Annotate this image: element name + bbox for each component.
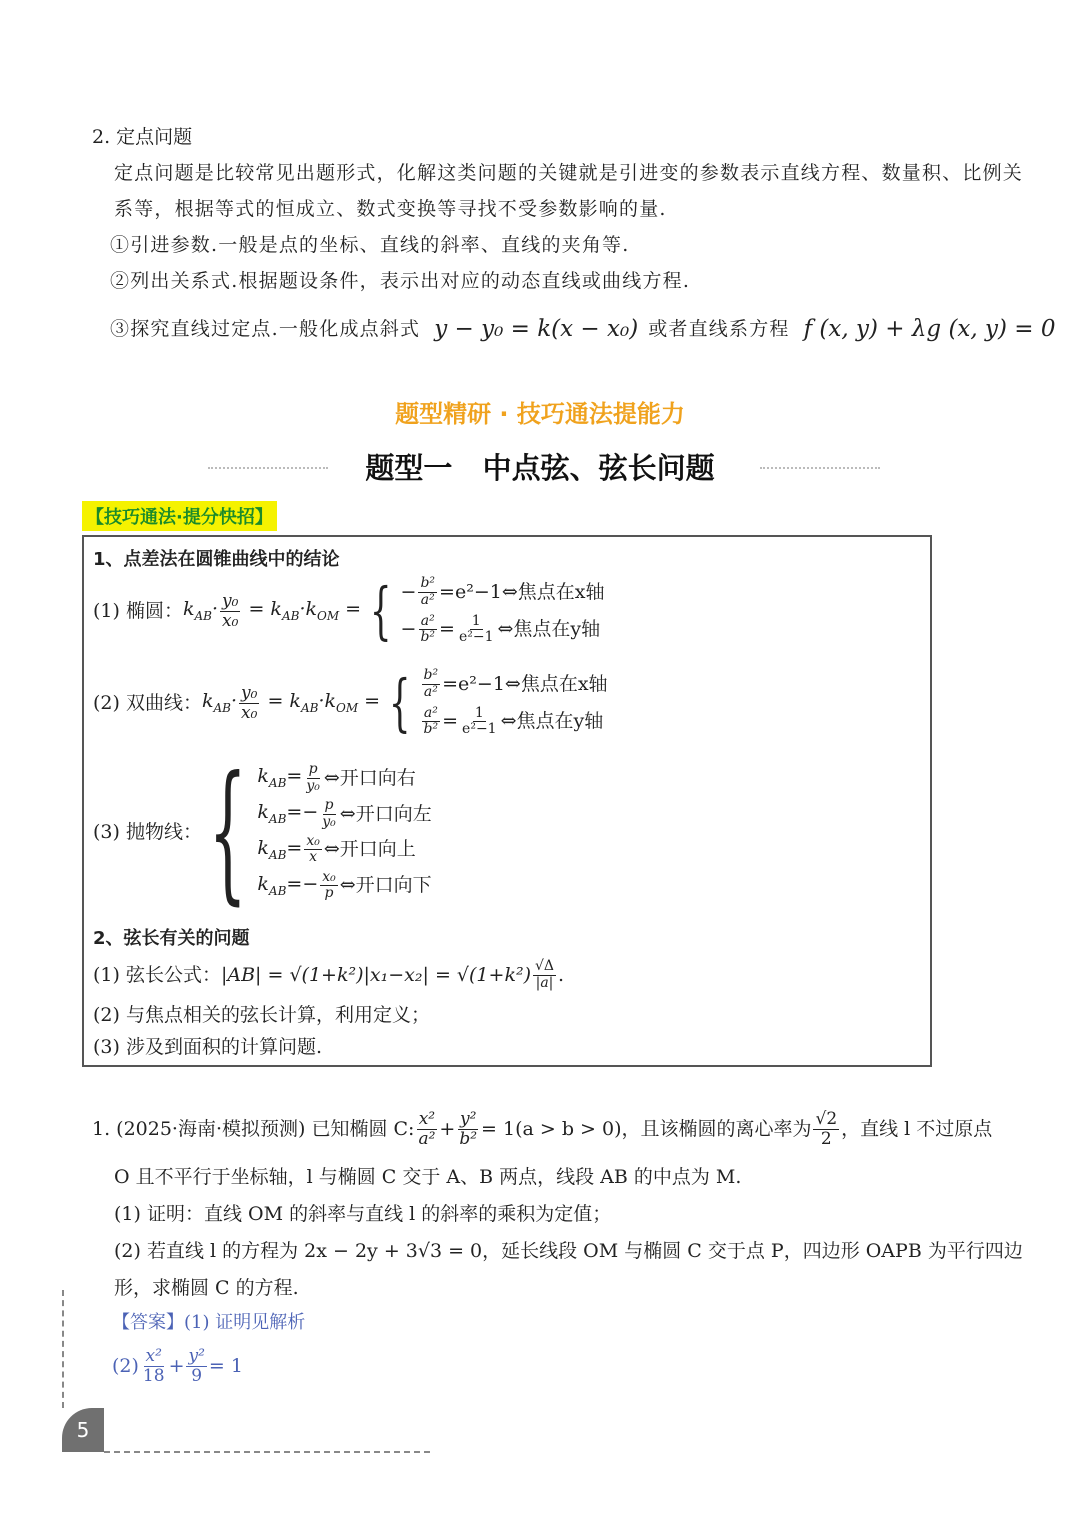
ellipse-label: (1) 椭圆： bbox=[93, 599, 183, 622]
ellipse-case-2: ⇔焦点在y轴 bbox=[497, 618, 601, 641]
parabola-case-1: ⇔开口向右 bbox=[323, 766, 416, 789]
ellipse-case-1: =e²−1⇔焦点在x轴 bbox=[439, 580, 605, 603]
answer-prefix: (2) bbox=[112, 1354, 139, 1377]
parabola-conclusion: (3) 抛物线： { $k_{AB}=$ $\frac{p}{\text{y₀}}$ ⇔开口向右 $k_{AB}=-$ $\frac{p}{\text{y₀}}$ ⇔开口向左 $k_{AB}=$ $\frac{\text{x₀}}{x}$ ⇔开口向上 $k_{AB}=-$ $\frac{\text{x₀}}{p}$ ⇔开口向下 bbox=[93, 745, 432, 919]
step-item: ①引进参数.一般是点的坐标、直线的斜率、直线的夹角等. bbox=[110, 234, 630, 256]
hyperbola-case-2: ⇔焦点在y轴 bbox=[500, 710, 604, 733]
parabola-label: (3) 抛物线： bbox=[93, 820, 202, 843]
step-text: ③探究直线过定点.一般化成点斜式 bbox=[110, 317, 421, 340]
problem-question-1: (1) 证明：直线 OM 的斜率与直线 l 的斜率的乘积为定值； bbox=[114, 1203, 612, 1225]
page-border-bottom bbox=[104, 1451, 430, 1453]
tips-tag: 【技巧通法·提分快招】 bbox=[82, 501, 277, 531]
hyperbola-label: (2) 双曲线： bbox=[93, 691, 202, 714]
problem-line: 1. (2025·海南·模拟预测) 已知椭圆 C: $\frac{\text{x²}}{\text{a²}}$ + $\frac{\text{y²}}{\text{b²}}$ = 1(a > b > 0)，且该椭圆的离心率为 $\frac{√2}{2}$ ，直线 l 不过原点 bbox=[92, 1108, 993, 1149]
step-text: 或者直线系方程 bbox=[648, 317, 790, 340]
chord-formula: (1) 弦长公式： |AB| = √(1+k²)|x₁−x₂| = √(1+k²) $\frac{√\Delta}{|a|}$ . bbox=[93, 958, 565, 991]
parabola-case-3: ⇔开口向上 bbox=[323, 838, 416, 861]
brace-icon: { bbox=[208, 745, 247, 919]
chord-item: (3) 涉及到面积的计算问题. bbox=[93, 1036, 322, 1058]
problem-line: O 且不平行于坐标轴，l 与椭圆 C 交于 A、B 两点，线段 AB 的中点为 M. bbox=[114, 1166, 742, 1188]
paragraph-line: 定点问题是比较常见出题形式，化解这类问题的关键就是引进变的参数表示直线方程、数量积、比例关 bbox=[114, 162, 1024, 184]
section-title: 题型一 中点弦、弦长问题 bbox=[365, 451, 715, 485]
problem-text: 1. (2025·海南·模拟预测) 已知椭圆 C: bbox=[92, 1117, 415, 1140]
chord-expression: |AB| = √(1+k²)|x₁−x₂| = √(1+k²) bbox=[220, 963, 531, 986]
chord-item: (2) 与焦点相关的弦长计算，利用定义； bbox=[93, 1004, 430, 1026]
page-number: 5 bbox=[62, 1408, 104, 1452]
line-family-formula: f (x, y) + λg (x, y) = 0 bbox=[803, 316, 1056, 342]
section-heading: 2. 定点问题 bbox=[92, 126, 193, 148]
hyperbola-conclusion: (2) 双曲线： $k_{AB}\cdot$ $\frac{\text{y₀}}{\text{x₀}}$ = $k_{AB}\cdot k_{OM}$ = { $\frac{\text{b²}}{\text{a²}}$ =e²−1⇔焦点在x轴 $\frac{\text{a²}}{\text{b²}}$ = $\frac{1}{\text{e²−1}}$ ⇔焦点在y轴 bbox=[93, 666, 608, 739]
brace-icon: { bbox=[388, 666, 411, 739]
parabola-case-2: ⇔开口向左 bbox=[339, 802, 432, 825]
problem-question-2: (2) 若直线 l 的方程为 2x − 2y + 3√3 = 0，延长线段 OM 与椭圆 C 交于点 P，四边形 OAPB 为平行四边 bbox=[114, 1240, 1023, 1262]
point-slope-formula: y − y₀ = k(x − x₀) bbox=[434, 316, 639, 342]
answer-1: 【答案】(1) 证明见解析 bbox=[112, 1312, 306, 1333]
problem-text: ，直线 l 不过原点 bbox=[841, 1117, 993, 1140]
brace-icon: { bbox=[369, 574, 392, 647]
step-item bbox=[110, 316, 1056, 342]
banner-subtitle: 题型精研 · 技巧通法提能力 bbox=[395, 400, 685, 428]
page-border-left bbox=[62, 1290, 64, 1408]
problem-text: = 1(a > b > 0)，且该椭圆的离心率为 bbox=[481, 1117, 812, 1140]
problem-question-2-cont: 形，求椭圆 C 的方程. bbox=[114, 1277, 299, 1299]
hyperbola-case-1: =e²−1⇔焦点在x轴 bbox=[442, 672, 608, 695]
tips-heading-2: 2、弦长有关的问题 bbox=[93, 928, 250, 949]
divider-right bbox=[760, 467, 880, 469]
ellipse-conclusion: (1) 椭圆： $k_{AB}\cdot$ $\frac{\text{y₀}}{\text{x₀}}$ = $k_{AB}\cdot k_{OM}$ = { − $\frac{\text{b²}}{\text{a²}}$ =e²−1⇔焦点在x轴 − $\frac{\text{a²}}{\text{b²}}$ = $\frac{1}{\text{e²−1}}$ ⇔焦点在y轴 bbox=[93, 574, 605, 647]
parabola-case-4: ⇔开口向下 bbox=[339, 874, 432, 897]
answer-suffix: = 1 bbox=[208, 1354, 243, 1377]
step-item: ②列出关系式.根据题设条件，表示出对应的动态直线或曲线方程. bbox=[110, 270, 691, 292]
tips-heading-1: 1、点差法在圆锥曲线中的结论 bbox=[93, 549, 340, 570]
chord-label: (1) 弦长公式： bbox=[93, 963, 221, 986]
answer-2: (2) $\frac{\text{x²}}{18}$ + $\frac{\text{y²}}{9}$ = 1 bbox=[112, 1345, 243, 1386]
paragraph-line: 系等，根据等式的恒成立、数式变换等寻找不受参数影响的量. bbox=[114, 198, 667, 220]
